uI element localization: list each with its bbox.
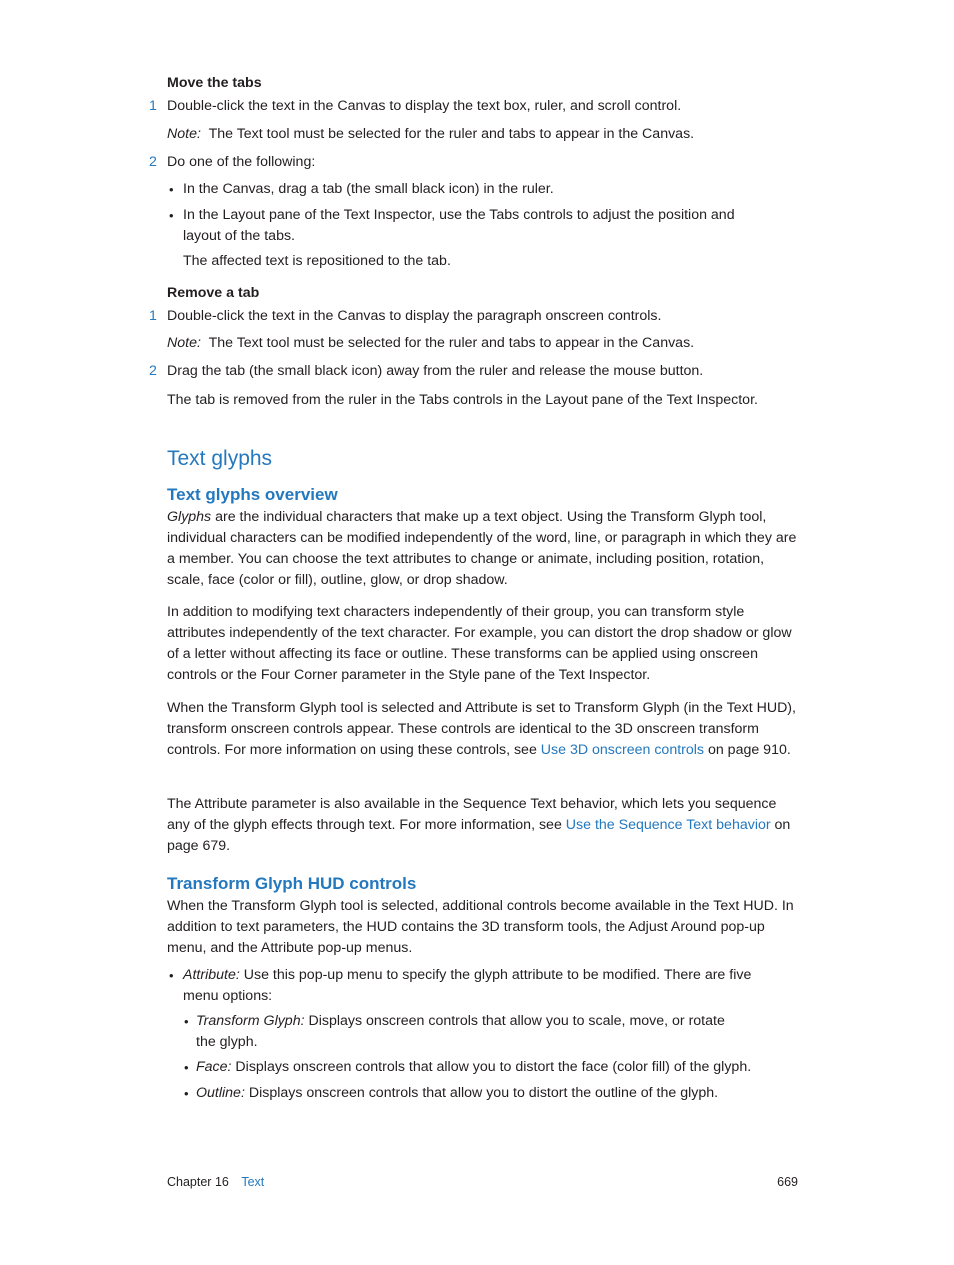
paragraph: When the Transform Glyph tool is selected, additional controls become available in the Text HUD. In addition to text parameters, the HUD contains the 3D transform tools, the Adjust Around pop-up menu, and the Attribute pop-up menus. <box>167 898 794 956</box>
step-text: Double-click the text in the Canvas to display the text box, ruler, and scroll control. <box>167 98 682 114</box>
page-number: 669 <box>777 1175 798 1189</box>
note-label: Note: <box>167 126 201 142</box>
paragraph <box>167 507 799 591</box>
chapter-link[interactable]: Text <box>241 1175 265 1189</box>
link-3d-onscreen-controls[interactable]: Use 3D onscreen controls <box>540 742 705 758</box>
list-item-text: Displays onscreen controls that allow you to scale, move, or rotate the glyph. <box>196 1013 725 1050</box>
list-item <box>196 1011 741 1053</box>
term: Attribute: <box>183 967 240 983</box>
list-item-text: Displays onscreen controls that allow you to distort the outline of the glyph. <box>244 1085 719 1101</box>
chapter-label: Chapter 16 <box>167 1175 229 1189</box>
term: Transform Glyph: <box>196 1013 305 1029</box>
term: Face: <box>196 1059 232 1075</box>
step-text: Double-click the text in the Canvas to display the paragraph onscreen controls. <box>167 308 662 324</box>
paragraph-text: on page 910. <box>704 742 791 758</box>
step-text: Drag the tab (the small black icon) away from the ruler and release the mouse button. <box>167 363 704 379</box>
paragraph: In addition to modifying text characters independently of their group, you can transform style attributes independently of the text character. For example, you can distort the drop shadow or glow of a letter without affecting its face or outline. These transforms can be applied using onscreen controls or the Four Corner parameter in the Style pane of the Text Inspector. <box>167 604 792 683</box>
list-item <box>183 965 783 1007</box>
page-title: Text glyphs <box>167 447 273 470</box>
step-text: Do one of the following: <box>167 154 316 170</box>
paragraph-text: When the Transform Glyph tool is selected and Attribute is set to Transform Glyph (in the Text HUD), transform onscreen controls appear. These controls are identical to the 3D onscreen transform controls. For more information on using these controls, see <box>167 700 796 758</box>
note-text: The Text tool must be selected for the ruler and tabs to appear in the Canvas. <box>208 335 695 351</box>
step-number: 1 <box>149 308 157 324</box>
result-text: The affected text is repositioned to the tab. <box>183 253 451 269</box>
term: Outline: <box>196 1085 245 1101</box>
bullet-icon: • <box>184 1014 189 1029</box>
bullet-icon: • <box>169 968 174 983</box>
link-sequence-text-behavior[interactable]: Use the Sequence Text behavior <box>565 817 771 833</box>
list-item: In the Canvas, drag a tab (the small black icon) in the ruler. <box>183 181 554 197</box>
bullet-icon: • <box>184 1060 189 1075</box>
note <box>167 333 799 354</box>
bullet-icon: • <box>184 1086 189 1101</box>
step-number: 1 <box>149 98 157 114</box>
footer-chapter <box>167 1172 264 1193</box>
list-item-text: Use this pop-up menu to specify the glyph attribute to be modified. There are five menu options: <box>183 967 752 1004</box>
list-item-text: Displays onscreen controls that allow you to distort the face (color fill) of the glyph. <box>231 1059 752 1075</box>
section-heading-remove-tab: Remove a tab <box>167 285 260 301</box>
paragraph-text: The Attribute parameter is also available in the Sequence Text behavior, which lets you sequence any of the glyph effects through text. For more information, see <box>167 796 777 833</box>
note-label: Note: <box>167 335 201 351</box>
subsection-heading-hud-controls: Transform Glyph HUD controls <box>167 874 417 893</box>
note-text: The Text tool must be selected for the ruler and tabs to appear in the Canvas. <box>208 126 695 142</box>
paragraph <box>167 698 799 761</box>
step-number: 2 <box>149 154 157 170</box>
list-item <box>196 1083 786 1104</box>
term: Glyphs <box>167 509 212 525</box>
bullet-icon: • <box>169 208 174 223</box>
subsection-heading-overview: Text glyphs overview <box>167 485 338 504</box>
paragraph-text: on page 679. <box>167 817 791 854</box>
paragraph-text: are the individual characters that make up a text object. Using the Transform Glyph tool, individual characters can be modified independently of the word, line, or paragraph in which they are a member. You can choose the text attributes to change or animate, including position, rotation, scale, face (color or fill), outline, glow, or drop shadow. <box>167 509 797 588</box>
paragraph <box>167 794 799 857</box>
result-text: The tab is removed from the ruler in the Tabs controls in the Layout pane of the Text Inspector. <box>167 392 758 408</box>
list-item <box>196 1057 786 1078</box>
step-number: 2 <box>149 363 157 379</box>
note <box>167 124 799 145</box>
section-heading-move-tabs: Move the tabs <box>167 75 262 91</box>
list-item: In the Layout pane of the Text Inspector, use the Tabs controls to adjust the position and layout of the tabs. <box>183 207 735 244</box>
bullet-icon: • <box>169 182 174 197</box>
